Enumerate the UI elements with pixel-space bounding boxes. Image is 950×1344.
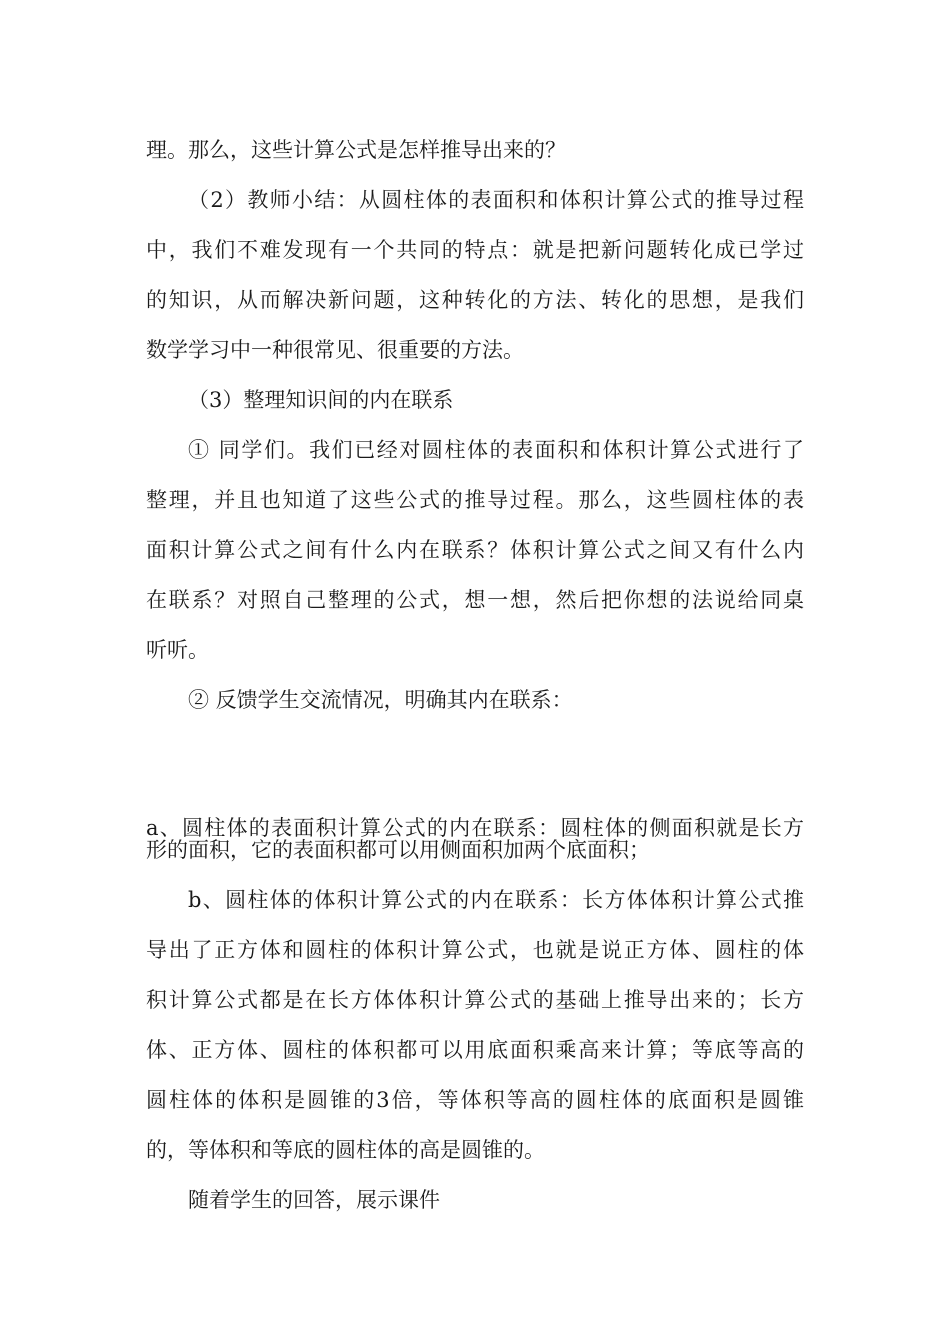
text-line: 整理，并且也知道了这些公式的推导过程。那么，这些圆柱体的表: [146, 488, 804, 512]
text-line: （3）整理知识间的内在联系: [188, 388, 454, 412]
text-line: 导出了正方体和圆柱的体积计算公式，也就是说正方体、圆柱的体: [146, 938, 804, 962]
text-line: 的，等体积和等底的圆柱体的高是圆锥的。: [146, 1138, 545, 1162]
text-line: 积计算公式都是在长方体体积计算公式的基础上推导出来的；长方: [146, 988, 804, 1012]
text-line: ① 同学们。我们已经对圆柱体的表面积和体积计算公式进行了: [188, 438, 804, 462]
text-line: 在联系？对照自己整理的公式，想一想，然后把你想的法说给同桌: [146, 588, 804, 612]
text-line: 听听。: [146, 638, 209, 662]
text-line: b、圆柱体的体积计算公式的内在联系：长方体体积计算公式推: [188, 888, 804, 912]
text-line: 形的面积，它的表面积都可以用侧面积加两个底面积；: [146, 838, 650, 862]
text-line: 面积计算公式之间有什么内在联系？体积计算公式之间又有什么内: [146, 538, 804, 562]
text-line: 中，我们不难发现有一个共同的特点：就是把新问题转化成已学过: [146, 238, 804, 262]
text-line: 随着学生的回答，展示课件: [188, 1188, 440, 1212]
text-line: 圆柱体的体积是圆锥的3倍，等体积等高的圆柱体的底面积是圆锥: [146, 1088, 804, 1112]
text-line: ② 反馈学生交流情况，明确其内在联系：: [188, 688, 573, 712]
text-line: 体、正方体、圆柱的体积都可以用底面积乘高来计算；等底等高的: [146, 1038, 804, 1062]
text-line: 数学学习中一种很常见、很重要的方法。: [146, 338, 524, 362]
text-line: 的知识，从而解决新问题，这种转化的方法、转化的思想，是我们: [146, 288, 804, 312]
text-line: （2）教师小结：从圆柱体的表面积和体积计算公式的推导过程: [188, 188, 804, 212]
text-line: 理。那么，这些计算公式是怎样推导出来的？: [146, 138, 566, 162]
text-line: a、圆柱体的表面积计算公式的内在联系：圆柱体的侧面积就是长方: [146, 816, 804, 840]
